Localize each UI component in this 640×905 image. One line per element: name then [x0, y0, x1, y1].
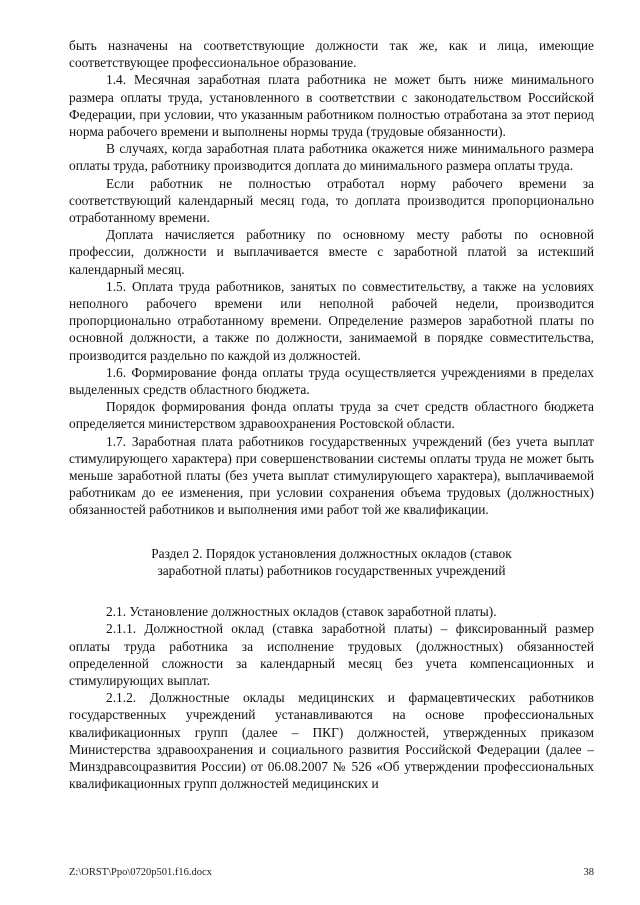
paragraph-1-5: 1.5. Оплата труда работников, занятых по совместительству, а также на условиях неполного рабочего времени или неполной рабочей недели, производится пропорционально отработанному времени. Определение размеров заработной платы по основной должности, а также по должности, занимаемой в порядке совместительства, производится раздельно по каждой из должностей.: [69, 278, 594, 363]
paragraph-1-6: 1.6. Формирование фонда оплаты труда осуществляется учреждениями в пределах выделенных средств областного бюджета.: [69, 364, 594, 398]
section-heading-line-1: Раздел 2. Порядок установления должностных окладов (ставок: [151, 545, 512, 561]
paragraph-1-4: 1.4. Месячная заработная плата работника не может быть ниже минимального размера оплаты труда, установленного в соответствии с законодательством Российской Федерации, при условии, что указанным работником полностью отработана за этот период норма рабочего времени и выполнены нормы труда (трудовые обязанности).: [69, 72, 594, 140]
paragraph-min-wage-case: В случаях, когда заработная плата работника окажется ниже минимального размера оплаты труда, работнику производится доплата до минимального размера оплаты труда.: [69, 141, 594, 174]
paragraph-1-7: 1.7. Заработная плата работников государственных учреждений (без учета выплат стимулирующего характера) при совершенствовании системы оплаты труда не может быть меньше заработной платы (без учета выплат стимулирующего характера), выплачиваемой работникам до ее изменения, при условии сохранения объема трудовых (должностных) обязанностей работников и выполнения ими работ той же квалификации.: [69, 433, 594, 518]
paragraph-surcharge: Доплата начисляется работнику по основному месту работы по основной профессии, должности и выплачивается вместе с заработной платой за истекший календарный месяц.: [69, 227, 594, 277]
paragraph-partial-hours: Если работник не полностью отработал норму рабочего времени за соответствующий календарный месяц года, то доплата производится пропорционально отработанному времени.: [69, 175, 594, 226]
paragraph-continuation: быть назначены на соответствующие должности так же, как и лица, имеющие соответствующее профессиональное образование.: [69, 38, 594, 71]
paragraph-2-1-2: 2.1.2. Должностные оклады медицинских и фармацевтических работников государственных учреждений устанавливаются на основе профессиональных квалификационных групп (далее – ПКГ) должностей, утвержденных приказом Министерства здравоохранения и социального развития Российской Федерации (далее – Минздравсоцразвития России) от 06.08.2007 № 526 «Об утверждении профессиональных квалификационных групп должностей медицинских и: [69, 690, 594, 792]
paragraph-fund-order: Порядок формирования фонда оплаты труда за счет средств областного бюджета определяется министерством здравоохранения Ростовской области.: [69, 399, 594, 432]
paragraph-2-1-1: 2.1.1. Должностной оклад (ставка заработной платы) – фиксированный размер оплаты труда работника за исполнение трудовых (должностных) обязанностей определенной сложности за календарный месяц без учета компенсационных и стимулирующих выплат.: [69, 621, 594, 688]
section-heading-line-2: заработной платы) работников государственных учреждений: [157, 562, 506, 578]
footer-file-path: Z:\ORST\Ppo\0720p501.f16.docx: [69, 867, 212, 878]
document-body: [69, 37, 594, 792]
paragraph-2-1: 2.1. Установление должностных окладов (ставок заработной платы).: [106, 604, 497, 620]
section-heading: [69, 545, 594, 579]
footer-page-number: 38: [583, 867, 594, 878]
